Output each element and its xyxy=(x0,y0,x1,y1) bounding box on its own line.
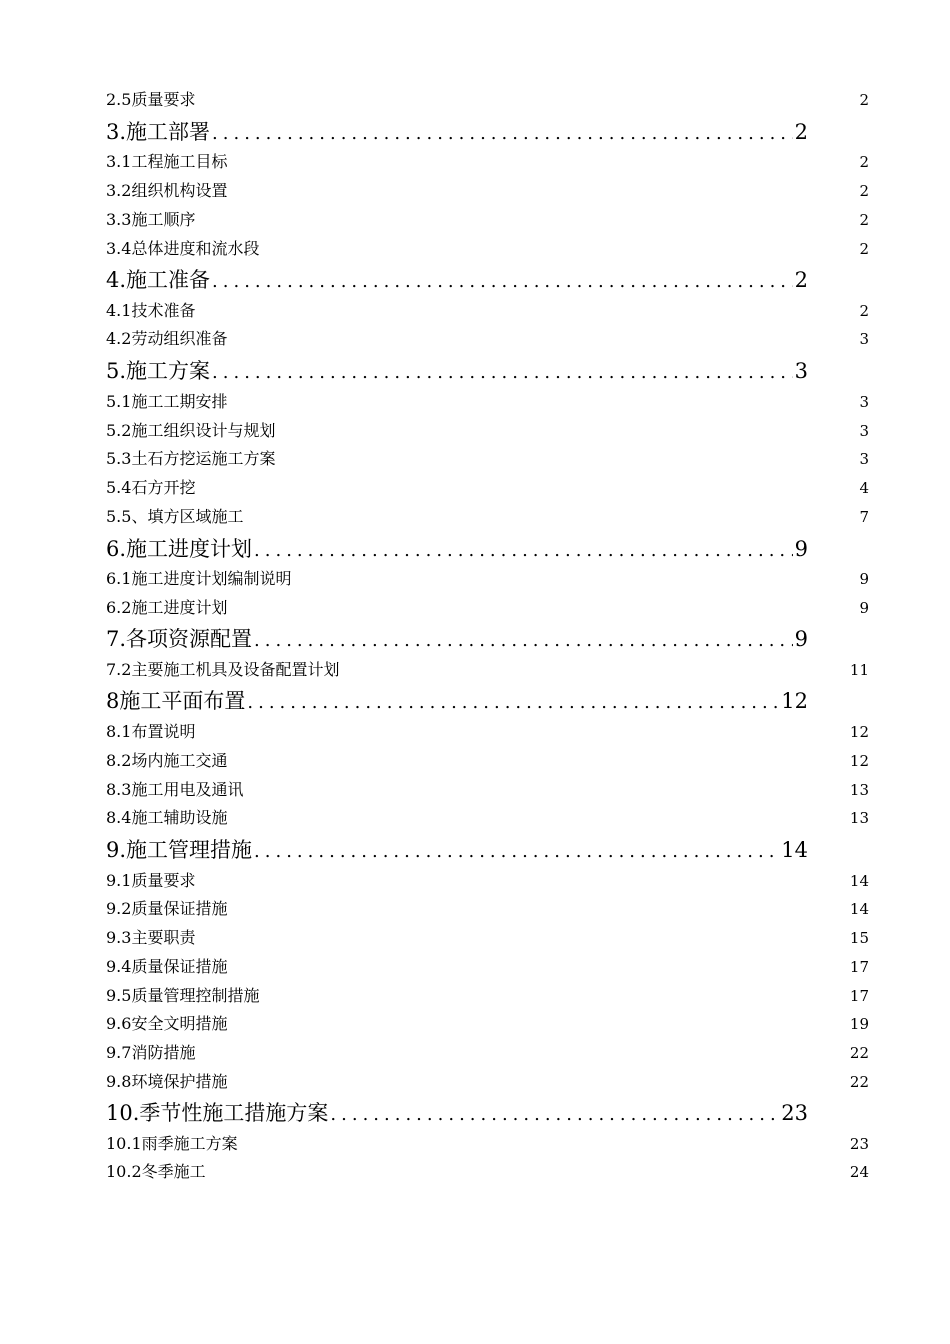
toc-entry-section[interactable] xyxy=(0,506,950,528)
toc-entry-label: 10.季节性施工措施方案 xyxy=(106,1101,329,1125)
toc-entry-line xyxy=(106,357,808,387)
toc-entry-label: 9.施工管理措施 xyxy=(106,838,253,862)
toc-entry-chapter[interactable] xyxy=(0,625,950,653)
toc-entry-page-number: 24 xyxy=(849,1163,869,1181)
toc-entry-label: 9.3主要职责 xyxy=(106,928,196,947)
toc-entry-section[interactable] xyxy=(0,180,950,202)
toc-entry-line xyxy=(106,266,808,296)
toc-entry-page-number: 14 xyxy=(781,838,808,862)
toc-entry-page-number: 2 xyxy=(794,268,808,292)
toc-entry-page-number: 14 xyxy=(849,900,869,918)
toc-entry-section[interactable] xyxy=(0,477,950,499)
dot-leader xyxy=(330,1101,779,1129)
toc-entry-section[interactable] xyxy=(0,750,950,772)
toc-entry-page-number: 3 xyxy=(859,450,869,468)
toc-entry-line xyxy=(106,118,808,148)
toc-entry-label: 8.1布置说明 xyxy=(106,722,196,741)
toc-entry-page-number: 3 xyxy=(794,359,808,383)
toc-entry-chapter[interactable] xyxy=(0,266,950,294)
dot-leader xyxy=(254,627,793,655)
toc-entry-line xyxy=(106,625,808,655)
toc-entry-page-number: 12 xyxy=(849,752,869,770)
toc-entry-page-number: 11 xyxy=(849,661,869,679)
toc-entry-section[interactable] xyxy=(0,568,950,590)
toc-entry-label: 9.2质量保证措施 xyxy=(106,899,228,918)
toc-entry-label: 9.8环境保护措施 xyxy=(106,1072,228,1091)
toc-entry-section[interactable] xyxy=(0,1161,950,1183)
toc-entry-section[interactable] xyxy=(0,1133,950,1155)
toc-entry-section[interactable] xyxy=(0,870,950,892)
toc-entry-section[interactable] xyxy=(0,420,950,442)
toc-entry-page-number: 19 xyxy=(849,1015,869,1033)
toc-entry-label: 5.4石方开挖 xyxy=(106,478,196,497)
toc-entry-chapter[interactable] xyxy=(0,357,950,385)
toc-entry-line xyxy=(106,1099,808,1129)
toc-entry-page-number: 2 xyxy=(859,153,869,171)
toc-entry-chapter[interactable] xyxy=(0,118,950,146)
dot-leader xyxy=(247,689,779,717)
toc-entry-page-number: 9 xyxy=(859,599,869,617)
toc-entry-label: 5.5、填方区域施工 xyxy=(106,507,244,526)
toc-entry-label: 6.施工进度计划 xyxy=(106,537,253,561)
toc-entry-label: 10.1雨季施工方案 xyxy=(106,1134,238,1153)
toc-entry-section[interactable] xyxy=(0,807,950,829)
toc-entry-label: 3.3施工顺序 xyxy=(106,210,196,229)
toc-entry-page-number: 23 xyxy=(849,1135,869,1153)
toc-entry-label: 6.1施工进度计划编制说明 xyxy=(106,569,292,588)
toc-entry-page-number: 13 xyxy=(849,809,869,827)
toc-entry-page-number: 3 xyxy=(859,330,869,348)
toc-entry-label: 3.施工部署 xyxy=(106,120,211,144)
toc-entry-page-number: 3 xyxy=(859,393,869,411)
toc-entry-label: 8.4施工辅助设施 xyxy=(106,808,228,827)
toc-entry-section[interactable] xyxy=(0,659,950,681)
toc-entry-line xyxy=(106,535,808,565)
dot-leader xyxy=(212,268,793,296)
toc-entry-section[interactable] xyxy=(0,328,950,350)
toc-entry-page-number: 9 xyxy=(859,570,869,588)
toc-entry-page-number: 9 xyxy=(794,537,808,561)
toc-entry-page-number: 12 xyxy=(849,723,869,741)
toc-entry-label: 9.4质量保证措施 xyxy=(106,957,228,976)
toc-entry-label: 3.2组织机构设置 xyxy=(106,181,228,200)
toc-entry-label: 9.6安全文明措施 xyxy=(106,1014,228,1033)
toc-entry-section[interactable] xyxy=(0,927,950,949)
toc-entry-label: 9.1质量要求 xyxy=(106,871,196,890)
toc-entry-page-number: 4 xyxy=(859,479,869,497)
toc-entry-page-number: 2 xyxy=(859,91,869,109)
toc-entry-label: 6.2施工进度计划 xyxy=(106,598,228,617)
toc-entry-page-number: 2 xyxy=(794,120,808,144)
toc-entry-page-number: 17 xyxy=(849,958,869,976)
toc-entry-chapter[interactable] xyxy=(0,1099,950,1127)
toc-entry-page-number: 3 xyxy=(859,422,869,440)
toc-entry-section[interactable] xyxy=(0,448,950,470)
toc-entry-section[interactable] xyxy=(0,1042,950,1064)
toc-entry-label: 5.3土石方挖运施工方案 xyxy=(106,449,276,468)
toc-entry-section[interactable] xyxy=(0,391,950,413)
toc-entry-label: 8施工平面布置 xyxy=(106,689,246,713)
toc-entry-label: 10.2冬季施工 xyxy=(106,1162,206,1181)
toc-entry-section[interactable] xyxy=(0,721,950,743)
dot-leader xyxy=(212,359,793,387)
toc-entry-label: 4.施工准备 xyxy=(106,268,211,292)
toc-entry-section[interactable] xyxy=(0,956,950,978)
toc-entry-page-number: 2 xyxy=(859,240,869,258)
dot-leader xyxy=(212,120,793,148)
toc-entry-label: 7.各项资源配置 xyxy=(106,627,253,651)
toc-entry-label: 3.4总体进度和流水段 xyxy=(106,239,260,258)
toc-entry-page-number: 7 xyxy=(859,508,869,526)
toc-entry-label: 5.2施工组织设计与规划 xyxy=(106,421,276,440)
toc-entry-label: 5.施工方案 xyxy=(106,359,211,383)
toc-entry-page-number: 12 xyxy=(781,689,808,713)
toc-entry-label: 5.1施工工期安排 xyxy=(106,392,228,411)
toc-entry-section[interactable] xyxy=(0,1071,950,1093)
toc-entry-label: 3.1工程施工目标 xyxy=(106,152,228,171)
toc-entry-line xyxy=(106,687,808,717)
toc-entry-label: 9.7消防措施 xyxy=(106,1043,196,1062)
toc-entry-label: 2.5质量要求 xyxy=(106,90,196,109)
toc-entry-page-number: 9 xyxy=(794,627,808,651)
toc-entry-section[interactable] xyxy=(0,985,950,1007)
toc-entry-page-number: 2 xyxy=(859,302,869,320)
toc-entry-section[interactable] xyxy=(0,151,950,173)
toc-entry-label: 4.2劳动组织准备 xyxy=(106,329,228,348)
toc-entry-page-number: 13 xyxy=(849,781,869,799)
dot-leader xyxy=(254,537,793,565)
toc-entry-section[interactable] xyxy=(0,597,950,619)
toc-entry-page-number: 15 xyxy=(849,929,869,947)
toc-entry-label: 9.5质量管理控制措施 xyxy=(106,986,260,1005)
toc-entry-section[interactable] xyxy=(0,209,950,231)
toc-entry-section[interactable] xyxy=(0,1013,950,1035)
toc-entry-label: 7.2主要施工机具及设备配置计划 xyxy=(106,660,340,679)
toc-entry-page-number: 17 xyxy=(849,987,869,1005)
toc-entry-section[interactable] xyxy=(0,779,950,801)
toc-entry-section[interactable] xyxy=(0,89,950,111)
toc-entry-chapter[interactable] xyxy=(0,687,950,715)
toc-entry-label: 8.2场内施工交通 xyxy=(106,751,228,770)
toc-entry-section[interactable] xyxy=(0,898,950,920)
toc-entry-page-number: 23 xyxy=(781,1101,808,1125)
toc-entry-chapter[interactable] xyxy=(0,535,950,563)
toc-entry-page-number: 2 xyxy=(859,211,869,229)
toc-entry-label: 4.1技术准备 xyxy=(106,301,196,320)
toc-entry-label: 8.3施工用电及通讯 xyxy=(106,780,244,799)
toc-entry-page-number: 2 xyxy=(859,182,869,200)
dot-leader xyxy=(254,838,779,866)
toc-entry-chapter[interactable] xyxy=(0,836,950,864)
toc-entry-section[interactable] xyxy=(0,300,950,322)
toc-entry-section[interactable] xyxy=(0,238,950,260)
toc-entry-page-number: 22 xyxy=(849,1073,869,1091)
toc-entry-page-number: 22 xyxy=(849,1044,869,1062)
toc-entry-line xyxy=(106,836,808,866)
toc-entry-page-number: 14 xyxy=(849,872,869,890)
